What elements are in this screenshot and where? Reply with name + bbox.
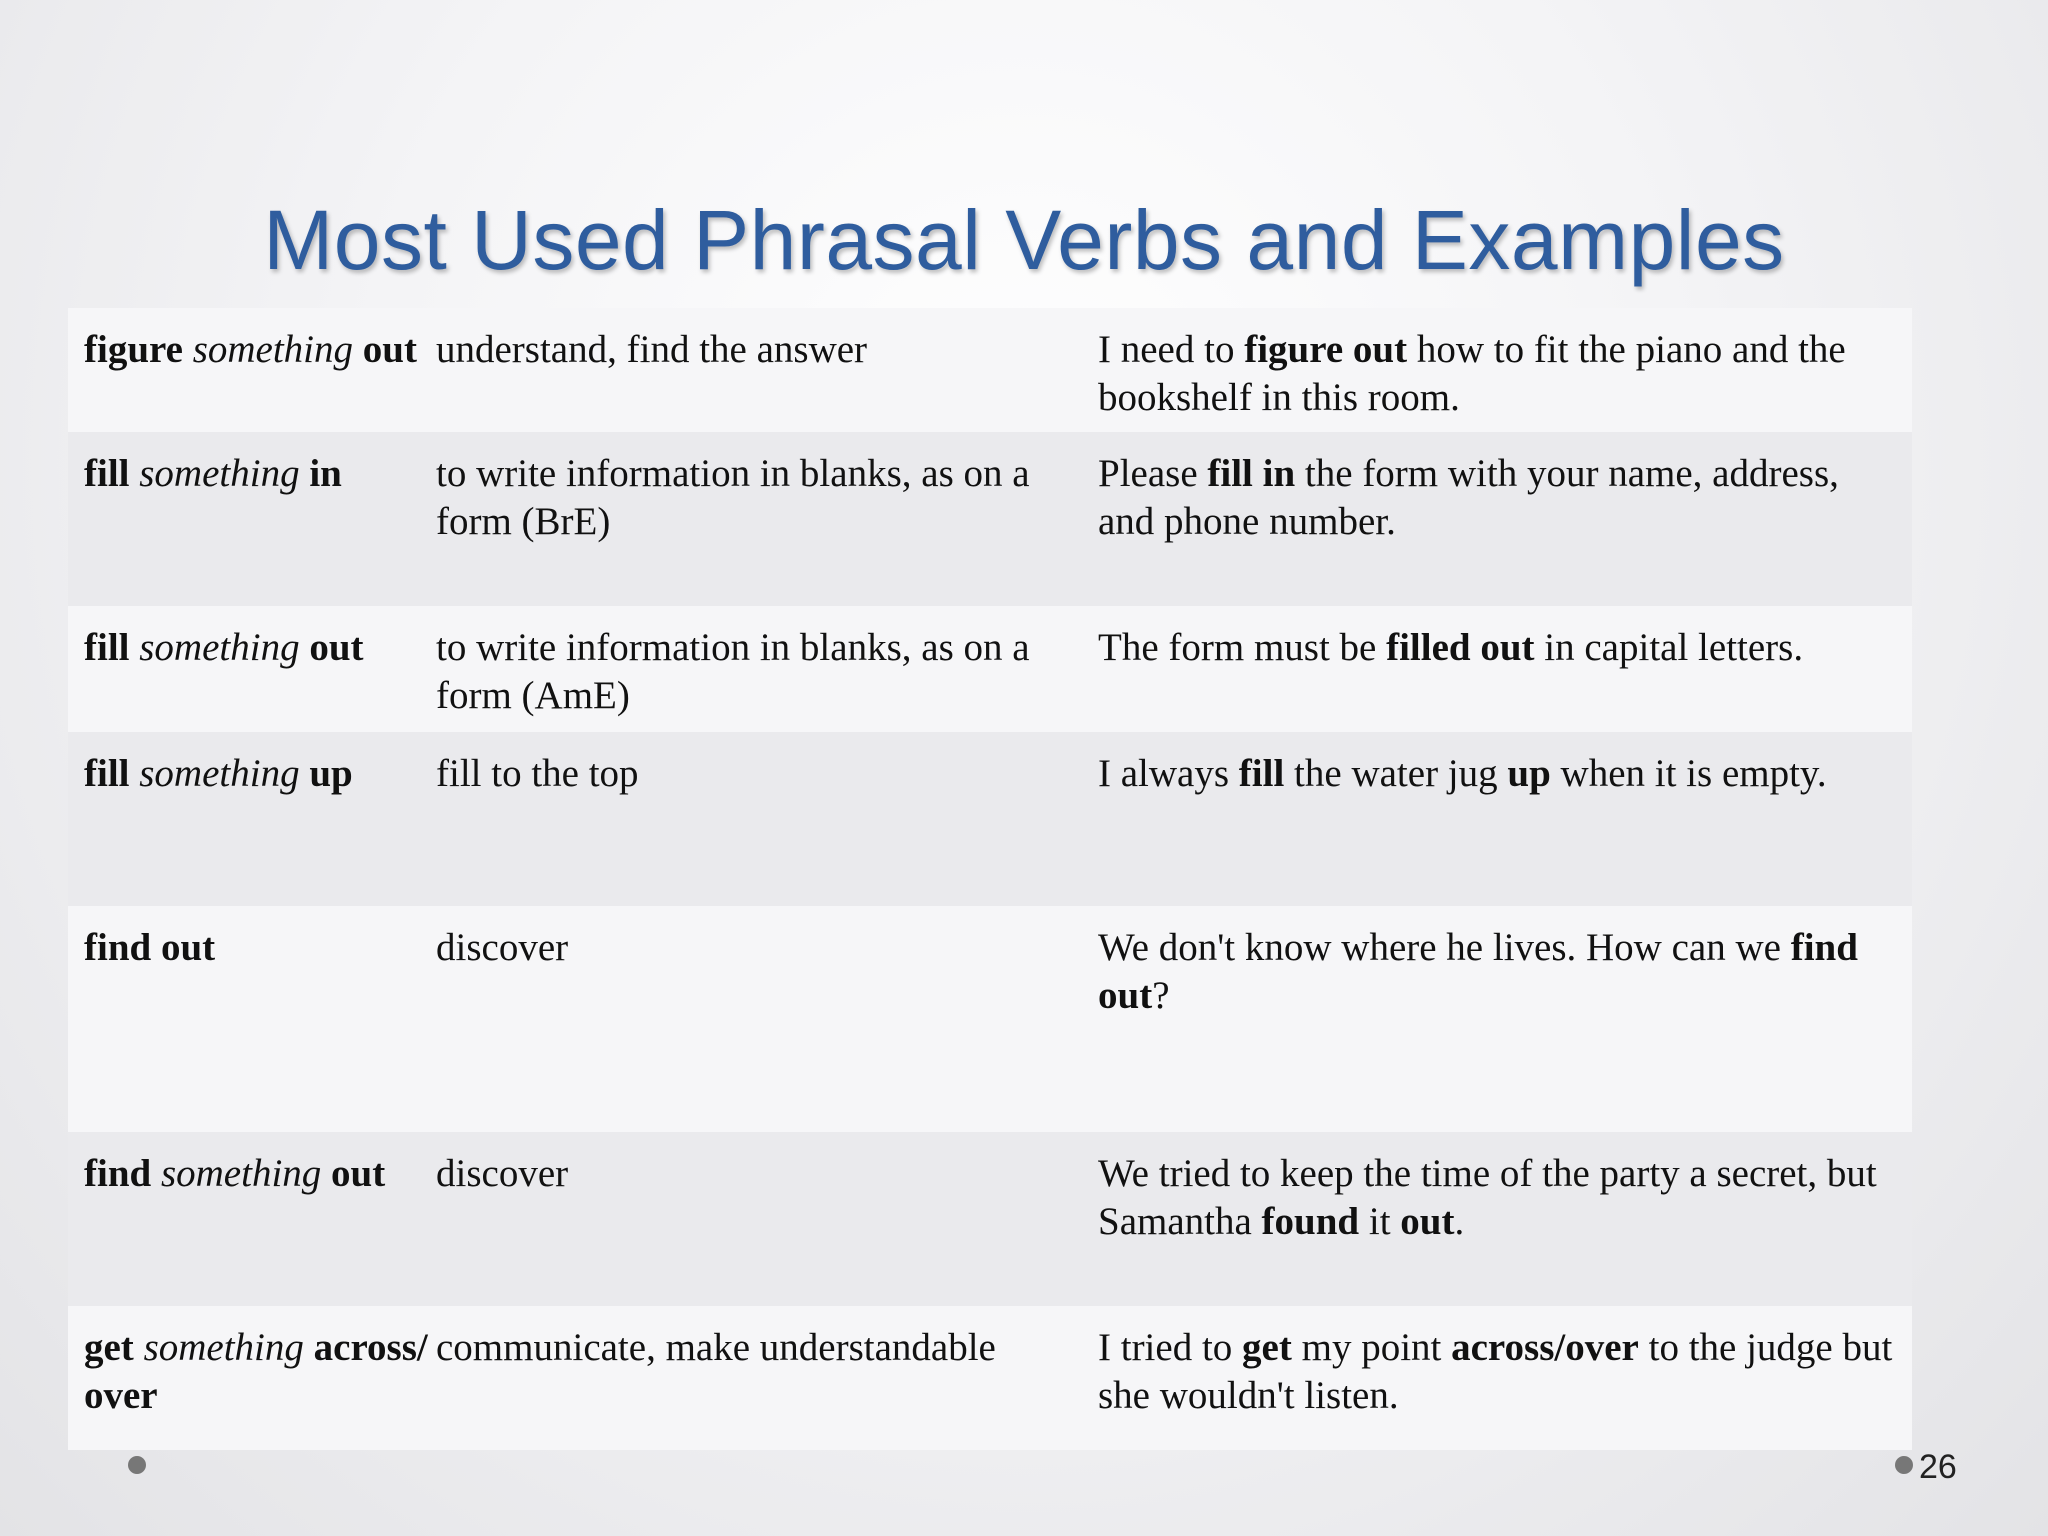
table-row (68, 1306, 1912, 1450)
bold-text: in (309, 452, 342, 495)
bold-text: across/over (1451, 1326, 1639, 1369)
italic-text: something (143, 1326, 304, 1369)
example-cell (1098, 1132, 1912, 1306)
text (183, 328, 193, 371)
verb-cell (68, 308, 436, 432)
bold-text: up (309, 752, 353, 795)
verb-cell (68, 606, 436, 732)
bold-text: fill (84, 752, 130, 795)
example-cell (1098, 308, 1912, 432)
text (130, 626, 140, 669)
bold-text: s/ over (84, 1326, 428, 1417)
text: ? (1152, 974, 1170, 1017)
table-row (68, 732, 1912, 906)
meaning-cell: understand, find the answer (436, 328, 868, 371)
text (130, 752, 140, 795)
italic-text: something (192, 328, 354, 371)
table-row (68, 308, 1912, 432)
text: the form with your name, address, and phone number. (1098, 452, 1839, 543)
decor-dot-left (128, 1456, 146, 1474)
italic-text: something (139, 452, 300, 495)
text (300, 752, 310, 795)
verb-cell (68, 1132, 436, 1306)
text: I always (1098, 752, 1239, 795)
verb-cell (68, 1306, 436, 1450)
bold-text: find (84, 1152, 152, 1195)
italic-text: something (139, 626, 300, 669)
verb-cell (68, 432, 436, 606)
text: I need to (1098, 328, 1245, 371)
slide-title: Most Used Phrasal Verbs and Examples (263, 193, 1785, 287)
verb-cell (68, 906, 436, 1132)
bold-text: out (1400, 1200, 1455, 1243)
table-row (68, 906, 1912, 1132)
text (321, 1152, 331, 1195)
bold-text: get (1242, 1326, 1292, 1369)
bold-text: filled out (1386, 626, 1535, 669)
text: how to fit the piano and the bookshelf in this room. (1098, 328, 1846, 419)
meaning-cell: discover (436, 926, 569, 969)
meaning-cell: to write information in blanks, as on a form (AmE) (436, 626, 1030, 717)
text: I tried to (1098, 1326, 1243, 1369)
bold-text: up (1507, 752, 1551, 795)
bold-text: get (84, 1326, 134, 1369)
text: in capital letters. (1534, 626, 1804, 669)
text: . (1454, 1200, 1465, 1243)
verb-cell (68, 732, 436, 906)
bold-text: find out (84, 926, 216, 969)
table-row (68, 606, 1912, 732)
bold-text: o (353, 328, 383, 371)
text (130, 452, 140, 495)
meaning-cell: fill to the top (436, 752, 639, 795)
example-cell (1098, 732, 1912, 906)
example-cell (1098, 906, 1912, 1132)
bold-text: out (309, 626, 364, 669)
meaning-cell: communicate, make understandable (436, 1326, 996, 1369)
bold-text: find out (1098, 926, 1858, 1017)
text: The form must be (1098, 626, 1387, 669)
text: Please (1098, 452, 1208, 495)
text: We don't know where he lives. How can we (1098, 926, 1791, 969)
table-row (68, 432, 1912, 606)
bold-text: figure out (1244, 328, 1408, 371)
bold-text: figure (84, 328, 183, 371)
bold-text: found (1261, 1200, 1360, 1243)
example-cell (1098, 1306, 1912, 1450)
text (304, 1326, 314, 1369)
bold-text: fill (84, 626, 130, 669)
text (134, 1326, 144, 1369)
italic-text: something (160, 1152, 322, 1195)
bold-text: acros (313, 1326, 402, 1369)
meaning-cell: to write information in blanks, as on a form (BrE) (436, 452, 1030, 543)
text: the water jug (1284, 752, 1508, 795)
text: to the judge but she wouldn't listen. (1098, 1326, 1893, 1417)
bold-text: fill (1238, 752, 1285, 795)
table-row (68, 1132, 1912, 1306)
bold-text: fill in (1207, 452, 1296, 495)
example-cell (1098, 606, 1912, 732)
bold-text: ut (382, 328, 417, 371)
text (300, 626, 310, 669)
decor-dot-right (1895, 1456, 1913, 1474)
text: We tried to keep the time of the party a secret, but Samantha (1098, 1152, 1877, 1243)
text (300, 452, 310, 495)
italic-text: something (139, 752, 300, 795)
page-number: 26 (1919, 1448, 1957, 1486)
example-cell (1098, 432, 1912, 606)
phrasal-verbs-table (68, 308, 1912, 1450)
meaning-cell: discover (436, 1152, 569, 1195)
text (151, 1152, 161, 1195)
text: when it is empty. (1550, 752, 1827, 795)
text: it (1359, 1200, 1401, 1243)
text: my point (1291, 1326, 1452, 1369)
bold-text: out (331, 1152, 386, 1195)
bold-text: fill (84, 452, 130, 495)
